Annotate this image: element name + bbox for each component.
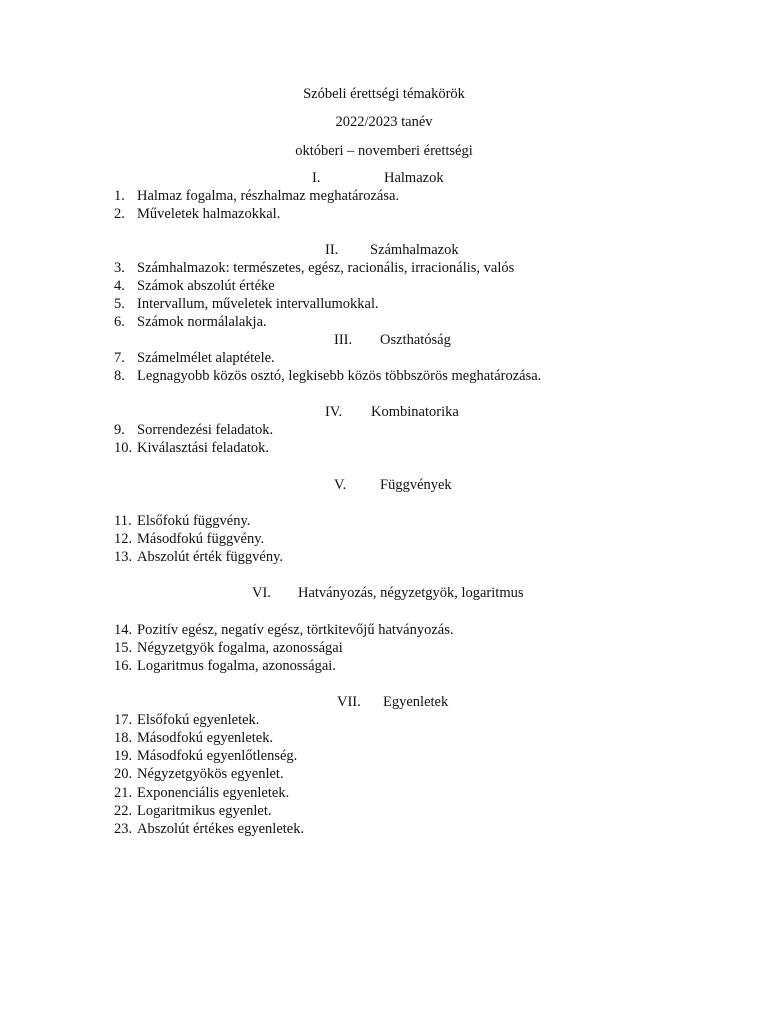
item-text: Négyzetgyök fogalma, azonosságai <box>137 640 343 656</box>
school-year: 2022/2023 tanév <box>335 114 433 130</box>
section-title: Számhalmazok <box>370 242 459 258</box>
section-number: III. <box>334 332 353 348</box>
item-number: 14. <box>114 622 133 638</box>
section-title: Halmazok <box>384 170 444 186</box>
list-item <box>114 349 275 367</box>
section-title: Egyenletek <box>383 694 449 710</box>
list-item <box>114 639 343 657</box>
list-item <box>114 765 284 783</box>
list-item <box>114 421 273 439</box>
item-text: Logaritmikus egyenlet. <box>137 803 272 819</box>
list-item <box>114 530 264 548</box>
item-text: Elsőfokú függvény. <box>137 513 251 529</box>
item-number: 12. <box>114 531 133 547</box>
item-text: Legnagyobb közös osztó, legkisebb közös többszörös meghatározása. <box>137 368 542 384</box>
list-item <box>114 367 541 385</box>
list-item <box>114 802 272 820</box>
item-number: 15. <box>114 640 133 656</box>
item-text: Négyzetgyökös egyenlet. <box>137 766 284 782</box>
list-item <box>114 439 269 457</box>
section-title: Kombinatorika <box>371 404 459 420</box>
item-number: 18. <box>114 730 133 746</box>
item-text: Logaritmus fogalma, azonosságai. <box>137 658 336 674</box>
item-number: 19. <box>114 748 133 764</box>
item-text: Számhalmazok: természetes, egész, racionális, irracionális, valós <box>137 260 515 276</box>
section-number: IV. <box>325 404 343 420</box>
item-text: Számelmélet alaptétele. <box>137 350 275 366</box>
item-number: 2. <box>114 206 125 222</box>
item-number: 3. <box>114 260 125 276</box>
section-title: Függvények <box>380 477 452 493</box>
section-heading-3 <box>0 331 768 349</box>
item-number: 7. <box>114 350 125 366</box>
list-item <box>114 259 514 277</box>
list-item <box>114 621 454 639</box>
item-number: 20. <box>114 766 133 782</box>
item-number: 16. <box>114 658 133 674</box>
list-item <box>114 313 267 331</box>
section-number: VI. <box>252 585 271 601</box>
item-number: 13. <box>114 549 133 565</box>
list-item <box>114 820 304 838</box>
item-number: 22. <box>114 803 133 819</box>
item-text: Halmaz fogalma, részhalmaz meghatározása. <box>137 188 400 204</box>
exam-session: októberi – novemberi érettségi <box>295 143 473 159</box>
item-number: 17. <box>114 712 133 728</box>
list-item <box>114 205 280 223</box>
item-text: Elsőfokú egyenletek. <box>137 712 260 728</box>
section-number: I. <box>312 170 321 186</box>
list-item <box>114 548 283 566</box>
item-number: 5. <box>114 296 125 312</box>
item-text: Másodfokú egyenlőtlenség. <box>137 748 298 764</box>
item-number: 6. <box>114 314 125 330</box>
item-text: Műveletek halmazokkal. <box>137 206 281 222</box>
item-text: Számok abszolút értéke <box>137 278 275 294</box>
item-number: 21. <box>114 785 133 801</box>
item-text: Abszolút érték függvény. <box>137 549 284 565</box>
section-heading-7 <box>0 693 768 711</box>
list-item <box>114 729 273 747</box>
item-number: 10. <box>114 440 133 456</box>
section-heading-4 <box>0 403 768 421</box>
item-number: 4. <box>114 278 125 294</box>
list-item <box>114 784 289 802</box>
list-item <box>114 711 259 729</box>
section-heading-2 <box>0 241 768 259</box>
list-item <box>114 657 336 675</box>
item-text: Intervallum, műveletek intervallumokkal. <box>137 296 379 312</box>
list-item <box>114 187 399 205</box>
item-text: Abszolút értékes egyenletek. <box>137 821 305 837</box>
section-title: Oszthatóság <box>380 332 451 348</box>
section-heading-5 <box>0 476 768 494</box>
item-text: Exponenciális egyenletek. <box>137 785 290 801</box>
item-text: Számok normálalakja. <box>137 314 267 330</box>
item-number: 23. <box>114 821 133 837</box>
list-item <box>114 512 250 530</box>
section-number: VII. <box>337 694 361 710</box>
item-text: Pozitív egész, negatív egész, törtkitevőjű hatványozás. <box>137 622 454 638</box>
section-title: Hatványozás, négyzetgyök, logaritmus <box>298 585 524 601</box>
item-number: 9. <box>114 422 125 438</box>
item-number: 8. <box>114 368 125 384</box>
list-item <box>114 277 275 295</box>
item-number: 1. <box>114 188 125 204</box>
item-text: Sorrendezési feladatok. <box>137 422 274 438</box>
section-heading-6 <box>0 584 768 602</box>
list-item <box>114 295 379 313</box>
section-heading-1 <box>0 169 768 187</box>
item-text: Másodfokú függvény. <box>137 531 265 547</box>
list-item <box>114 747 297 765</box>
document-title: Szóbeli érettségi témakörök <box>303 86 465 102</box>
item-text: Kiválasztási feladatok. <box>137 440 270 456</box>
item-number: 11. <box>114 513 132 529</box>
section-number: V. <box>334 477 347 493</box>
section-number: II. <box>325 242 339 258</box>
item-text: Másodfokú egyenletek. <box>137 730 274 746</box>
